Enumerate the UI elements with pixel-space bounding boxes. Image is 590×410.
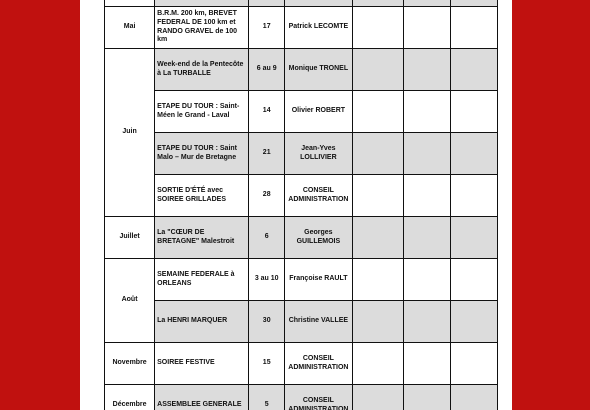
event-cell: La "CŒUR DE BRETAGNE" Malestroit: [155, 217, 249, 259]
event-cell: B.R.M. 200 km, BREVET FEDERAL DE 100 km et RANDO GRAVEL de 100 km: [155, 7, 249, 49]
event-cell: ETAPE DU TOUR : Saint Malo – Mur de Bretagne: [155, 133, 249, 175]
event-cell: Week-end de la Pentecôte à La TURBALLE: [155, 49, 249, 91]
organizer-cell: CONSEIL ADMINISTRATION: [285, 175, 353, 217]
organizer-cell: Christine VALLEE: [285, 301, 353, 343]
empty-cell: [352, 343, 403, 385]
empty-cell: [352, 7, 403, 49]
event-cell: SEMAINE FEDERALE à ORLEANS: [155, 259, 249, 301]
empty-cell: [450, 343, 497, 385]
table-row: [105, 343, 498, 385]
event-cell: ETAPE DU TOUR : Saint-Méen le Grand - Laval: [155, 91, 249, 133]
empty-cell: [352, 49, 403, 91]
event-cell: La HENRI MARQUER: [155, 301, 249, 343]
month-cell-novembre: Novembre: [105, 343, 155, 385]
table-row: [105, 259, 498, 301]
empty-cell: [403, 175, 450, 217]
month-cell-decembre: Décembre: [105, 385, 155, 410]
empty-cell: [450, 259, 497, 301]
table-row: [105, 91, 498, 133]
events-calendar-table: [104, 0, 498, 410]
empty-cell: [403, 385, 450, 410]
organizer-cell: Jean-Yves LOLLIVIER: [285, 133, 353, 175]
event-cell: SORTIE D'ÉTÉ avec SOIREE GRILLADES: [155, 175, 249, 217]
day-cell: 15: [249, 343, 285, 385]
empty-cell: [403, 133, 450, 175]
day-cell: 14: [249, 91, 285, 133]
empty-cell: [450, 175, 497, 217]
table-row: [105, 49, 498, 91]
empty-cell: [450, 217, 497, 259]
month-cell-juillet: Juillet: [105, 217, 155, 259]
empty-cell: [450, 133, 497, 175]
empty-cell: [403, 343, 450, 385]
empty-cell: [403, 259, 450, 301]
month-cell-juin: Juin: [105, 49, 155, 217]
day-cell: 30: [249, 301, 285, 343]
table-row: [105, 301, 498, 343]
empty-cell: [403, 7, 450, 49]
empty-cell: [450, 7, 497, 49]
day-cell: 6: [249, 217, 285, 259]
organizer-cell: Olivier ROBERT: [285, 91, 353, 133]
table-row: [105, 133, 498, 175]
empty-cell: [403, 49, 450, 91]
empty-cell: [450, 301, 497, 343]
table-row: [105, 175, 498, 217]
day-cell: 3 au 10: [249, 259, 285, 301]
day-cell: 6 au 9: [249, 49, 285, 91]
empty-cell: [403, 217, 450, 259]
day-cell: 17: [249, 7, 285, 49]
month-cell-aout: Août: [105, 259, 155, 343]
empty-cell: [403, 301, 450, 343]
organizer-cell: Patrick LECOMTE: [285, 7, 353, 49]
day-cell: 28: [249, 175, 285, 217]
empty-cell: [352, 175, 403, 217]
organizer-cell: CONSEIL ADMINISTRATION: [285, 343, 353, 385]
table-row: [105, 7, 498, 49]
empty-cell: [352, 133, 403, 175]
event-cell: SOIREE FESTIVE: [155, 343, 249, 385]
empty-cell: [403, 91, 450, 133]
empty-cell: [352, 385, 403, 410]
empty-cell: [352, 301, 403, 343]
empty-cell: [352, 91, 403, 133]
empty-cell: [450, 49, 497, 91]
organizer-cell: CONSEIL ADMINISTRATION: [285, 385, 353, 410]
day-cell: 21: [249, 133, 285, 175]
month-cell-mai: Mai: [105, 7, 155, 49]
organizer-cell: Françoise RAULT: [285, 259, 353, 301]
empty-cell: [450, 91, 497, 133]
event-cell: ASSEMBLEE GENERALE: [155, 385, 249, 410]
table-row: [105, 217, 498, 259]
empty-cell: [352, 259, 403, 301]
empty-cell: [352, 217, 403, 259]
organizer-cell: Monique TRONEL: [285, 49, 353, 91]
day-cell: 5: [249, 385, 285, 410]
document-page: [80, 0, 512, 410]
organizer-cell: Georges GUILLEMOIS: [285, 217, 353, 259]
empty-cell: [450, 385, 497, 410]
table-row: [105, 385, 498, 410]
